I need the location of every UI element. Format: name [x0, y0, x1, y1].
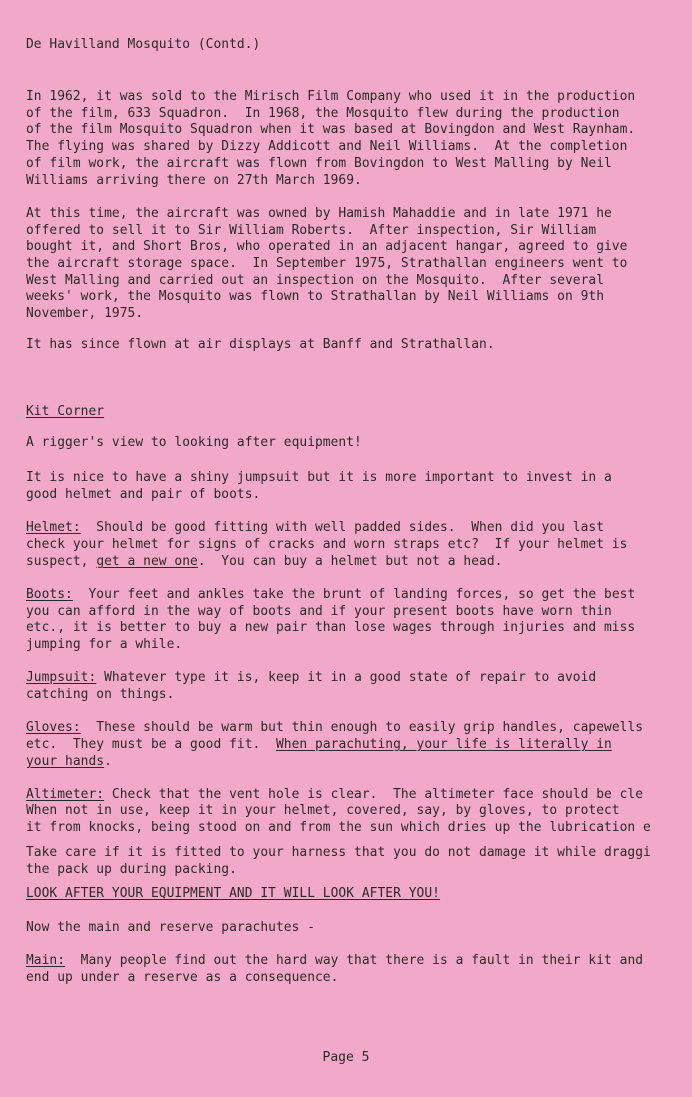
paragraph-line: Now the main and reserve parachutes - [26, 920, 315, 935]
main-label: Main: [26, 953, 66, 968]
underlined-text: When parachuting, your life is literally in [275, 737, 612, 752]
paragraph-line: offered to sell it to Sir William Roberts. After inspection, Sir William [26, 223, 597, 238]
altimeter-paragraph-line: Altimeter: Check that the vent hole is clear. The altimeter face should be cle [26, 787, 644, 802]
helmet-paragraph-line: suspect, get a new one. You can buy a helmet but not a head. [26, 554, 503, 569]
paragraph-line: November, 1975. [26, 306, 144, 321]
paragraph-line: bought it, and Short Bros, who operated in an adjacent hangar, agreed to give [26, 239, 628, 254]
boots-paragraph-line: etc., it is better to buy a new pair than lose wages through injuries and miss [26, 620, 636, 635]
paragraph-line: Take care if it is fitted to your harness that you do not damage it while draggi [26, 845, 651, 860]
paragraph-line: of the film, 633 Squadron. In 1968, the Mosquito flew during the production [26, 106, 620, 121]
main-paragraph-line: end up under a reserve as a consequence. [26, 970, 339, 985]
section-heading: De Havilland Mosquito (Contd.) [26, 37, 261, 52]
jumpsuit-label: Jumpsuit: [26, 670, 97, 685]
helmet-label: Helmet: [26, 520, 81, 535]
boots-paragraph-line: Boots: Your feet and ankles take the brunt of landing forces, so get the best [26, 587, 636, 602]
paragraph-line: Williams arriving there on 27th March 1969. [26, 173, 362, 188]
altimeter-paragraph-line: When not in use, keep it in your helmet, covered, say, by gloves, to protect [26, 803, 620, 818]
boots-label: Boots: [26, 587, 73, 602]
paragraph-line: good helmet and pair of boots. [26, 487, 261, 502]
gloves-label: Gloves: [26, 720, 81, 735]
paragraph-line: of the film Mosquito Squadron when it was based at Bovingdon and West Raynham. [26, 122, 636, 137]
boots-paragraph-line: you can afford in the way of boots and if your present boots have worn thin [26, 604, 612, 619]
helmet-paragraph-line: Helmet: Should be good fitting with well padded sides. When did you last [26, 520, 605, 535]
motto-line: LOOK AFTER YOUR EQUIPMENT AND IT WILL LOOK AFTER YOU! [26, 886, 440, 901]
jumpsuit-paragraph-line: catching on things. [26, 687, 175, 702]
paragraph-line: It is nice to have a shiny jumpsuit but it is more important to invest in a [26, 470, 612, 485]
paragraph-line: At this time, the aircraft was owned by Hamish Mahaddie and in late 1971 he [26, 206, 612, 221]
underlined-text: your hands [26, 754, 105, 769]
page-number: Page 5 [322, 1050, 370, 1065]
helmet-paragraph-line: check your helmet for signs of cracks and worn straps etc? If your helmet is [26, 537, 628, 552]
paragraph-line: the aircraft storage space. In September 1975, Strathallan engineers went to [26, 256, 628, 271]
paragraph-line: In 1962, it was sold to the Mirisch Film Company who used it in the production [26, 89, 636, 104]
paragraph-line: of film work, the aircraft was flown from Bovingdon to West Malling by Neil [26, 156, 612, 171]
main-paragraph-line: Main: Many people find out the hard way that there is a fault in their kit and [26, 953, 644, 968]
paragraph-line: It has since flown at air displays at Banff and Strathallan. [26, 337, 495, 352]
gloves-paragraph-line: your hands. [26, 754, 112, 769]
altimeter-paragraph-line: it from knocks, being stood on and from the sun which dries up the lubrication e [26, 820, 651, 835]
gloves-paragraph-line: etc. They must be a good fit. When parachuting, your life is literally in [26, 737, 612, 752]
paragraph-line: West Malling and carried out an inspection on the Mosquito. After several [26, 273, 604, 288]
paragraph-line: the pack up during packing. [26, 862, 237, 877]
altimeter-label: Altimeter: [26, 787, 105, 802]
kit-corner-heading: Kit Corner [26, 404, 105, 419]
gloves-paragraph-line: Gloves: These should be warm but thin enough to easily grip handles, capewells [26, 720, 644, 735]
underlined-text: get a new one [96, 554, 198, 569]
paragraph-line: weeks' work, the Mosquito was flown to Strathallan by Neil Williams on 9th [26, 289, 604, 304]
jumpsuit-paragraph-line: Jumpsuit: Whatever type it is, keep it in a good state of repair to avoid [26, 670, 597, 685]
paragraph-line: The flying was shared by Dizzy Addicott and Neil Williams. At the completion [26, 139, 628, 154]
boots-paragraph-line: jumping for a while. [26, 637, 183, 652]
kit-intro: A rigger's view to looking after equipment! [26, 435, 362, 450]
